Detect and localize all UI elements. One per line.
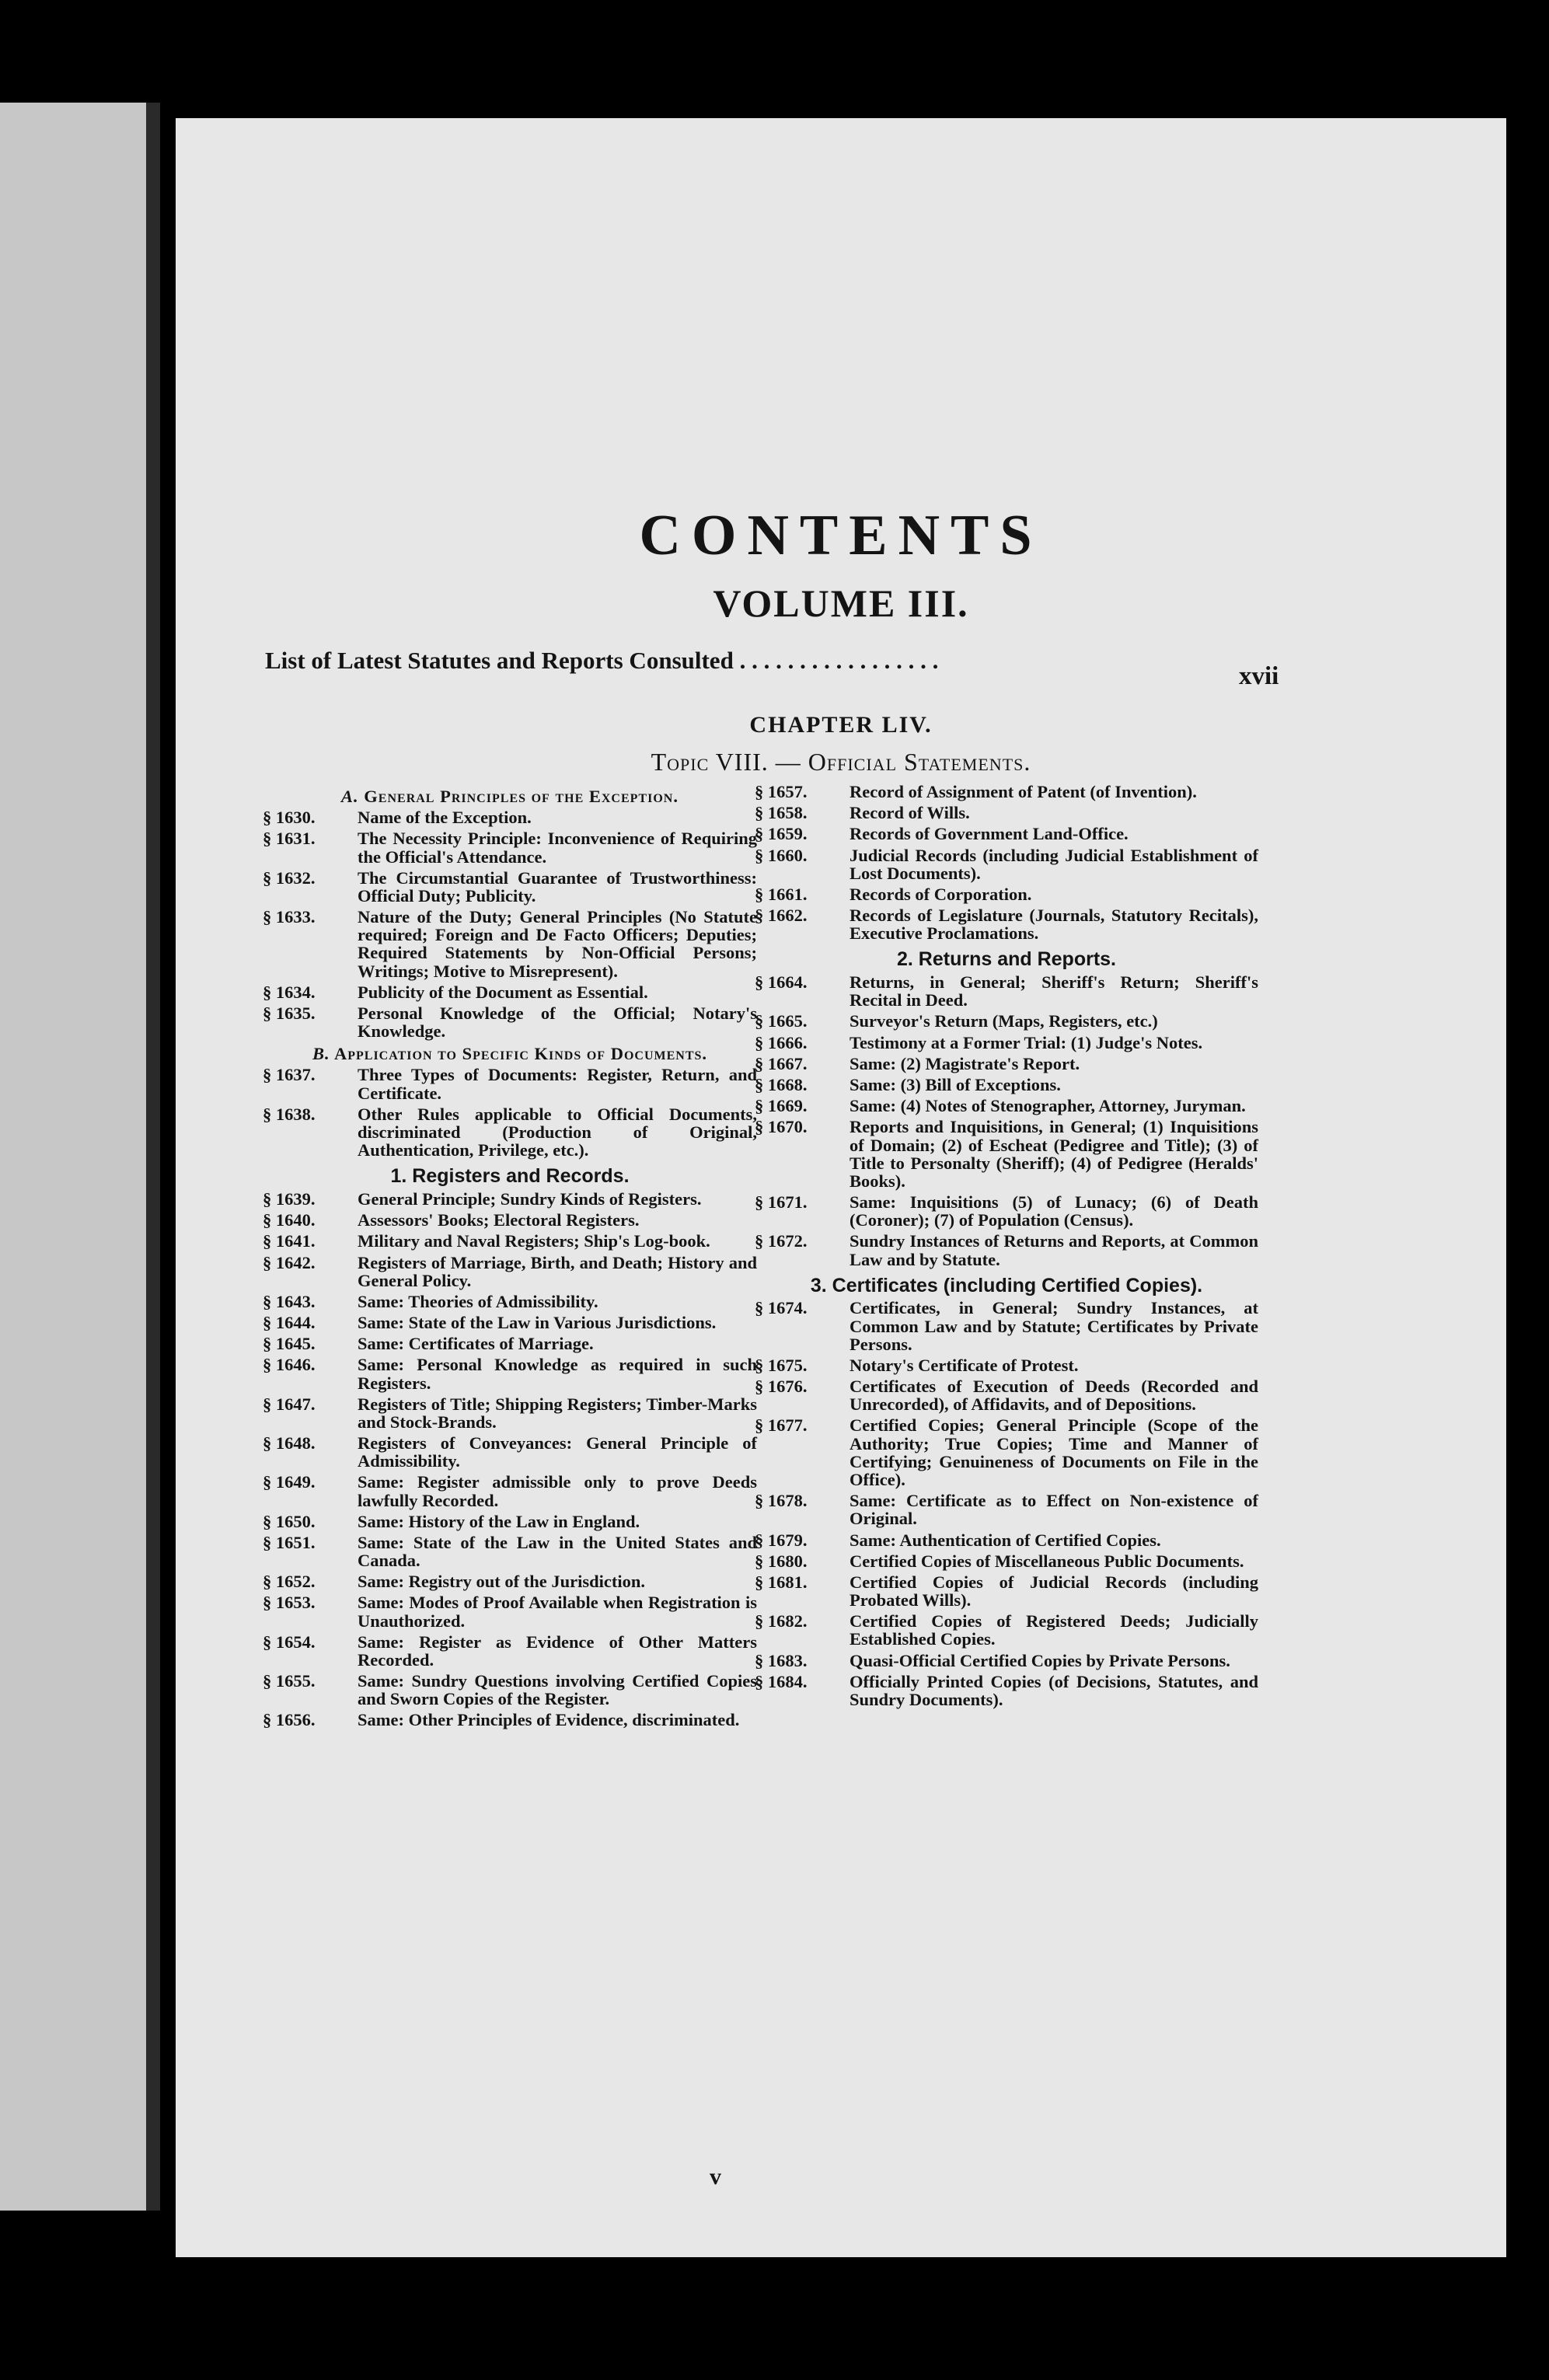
right-column [755,783,1258,1712]
section-number: § 1640. [263,1210,316,1230]
entry-title: Same: Theories of Admissibility. [358,1291,598,1311]
entry-title: Officially Printed Copies (of Decisions, Statutes, and Sundry Documents). [850,1671,1258,1709]
section-number: § 1643. [263,1291,316,1311]
entry-title: Same: Register as Evidence of Other Matters Recorded. [358,1631,757,1670]
toc-entry [263,1190,757,1208]
toc-entry [755,1673,1258,1708]
section-number: § 1648. [263,1433,316,1453]
section-number: § 1668. [755,1074,808,1094]
toc-entry [755,846,1258,882]
entry-title: Name of the Exception. [358,808,532,828]
entry-title: Notary's Certificate of Protest. [850,1355,1079,1375]
entries-b [263,1066,757,1159]
section-number: § 1677. [755,1415,808,1436]
entry-title: Same: Registry out of the Jurisdiction. [358,1572,645,1592]
entry-title: Three Types of Documents: Register, Return, and Certificate. [358,1065,757,1103]
section-number: § 1652. [263,1572,316,1592]
latest-statutes-label: List of Latest Statutes and Reports Consulted [265,647,734,674]
section-number: § 1655. [263,1671,316,1691]
section-number: § 1631. [263,829,316,849]
entry-title: Records of Legislature (Journals, Statutory Recitals), Executive Proclamations. [850,906,1258,944]
section-number: § 1642. [263,1252,316,1272]
entries-certificates [755,1299,1258,1708]
entry-title: Same: History of the Law in England. [358,1511,640,1531]
section-number: § 1641. [263,1231,316,1251]
section-number: § 1645. [263,1334,316,1354]
toc-entry [263,1672,757,1708]
section-number: § 1674. [755,1298,808,1318]
section-b-heading: B. Application to Specific Kinds of Documents. [312,1044,708,1064]
toc-entry [263,1004,757,1040]
toc-entry [755,1552,1258,1570]
entry-title: Certified Copies; General Principle (Scope of the Authority; True Copies; Time and Manner of Certifying; Genuineness of Documents on File in the Office). [850,1415,1258,1489]
facing-page-edge [0,103,146,2211]
entries-registers [263,1190,757,1729]
toc-entry [263,1711,757,1729]
section-number: § 1681. [755,1572,808,1592]
entry-title: Registers of Title; Shipping Registers; Timber-Marks and Stock-Brands. [358,1394,757,1432]
section-number: § 1646. [263,1355,316,1375]
entry-title: Same: Inquisitions (5) of Lunacy; (6) of Death (Coroner); (7) of Population (Census). [850,1192,1258,1230]
latest-statutes-page: xvii [1239,662,1279,690]
section-number: § 1680. [755,1551,808,1571]
entry-title: Certificates of Execution of Deeds (Recorded and Unrecorded), of Affidavits, and of Depositions. [850,1377,1258,1415]
section-number: § 1644. [263,1313,316,1333]
entry-title: Same: Authentication of Certified Copies. [850,1530,1161,1550]
section-number: § 1675. [755,1355,808,1375]
entry-title: Publicity of the Document as Essential. [358,982,648,1002]
section-number: § 1649. [263,1472,316,1492]
toc-entry [263,1232,757,1250]
toc-entry [263,1211,757,1229]
entry-title: Surveyor's Return (Maps, Registers, etc.) [850,1011,1158,1031]
entry-title: Reports and Inquisitions, in General; (1) Inquisitions of Domain; (2) of Escheat (Pedigree and Title); (3) of Title to Personalty (Sheriff); (4) of Pedigree (Heralds' Books). [850,1117,1258,1191]
toc-entry [263,983,757,1001]
toc-entry [263,1633,757,1669]
section-number: § 1669. [755,1096,808,1116]
toc-entry [263,1572,757,1590]
toc-entry [263,829,757,865]
toc-entry [755,1416,1258,1488]
section-number: § 1633. [263,907,316,927]
subheading-certificates: 3. Certificates (including Certified Copies). [810,1274,1203,1296]
volume-heading: VOLUME III. [713,581,969,625]
entry-title: Same: Certificate as to Effect on Non-existence of Original. [850,1491,1258,1529]
entries-a [263,808,757,1040]
toc-entry [755,1193,1258,1229]
entry-title: Same: Modes of Proof Available when Registration is Unauthorized. [358,1593,757,1631]
toc-entry [263,1105,757,1160]
entry-title: Records of Corporation. [850,884,1032,904]
section-number: § 1676. [755,1377,808,1397]
entry-title: The Necessity Principle: Inconvenience of Requiring the Official's Attendance. [358,829,757,867]
leader-dots: . . . . . . . . . . . . . . . . . [733,647,939,674]
toc-entry [263,1335,757,1352]
entry-title: The Circumstantial Guarantee of Trustworthiness: Official Duty; Publicity. [358,867,757,906]
section-number: § 1671. [755,1192,808,1213]
entries-returns [755,973,1258,1269]
entry-title: Same: State of the Law in the United States and Canada. [358,1532,757,1571]
toc-entry [263,1395,757,1431]
page-title: CONTENTS [639,504,1043,567]
entry-title: Sundry Instances of Returns and Reports, at Common Law and by Statute. [850,1231,1258,1269]
section-number: § 1661. [755,884,808,904]
section-number: § 1679. [755,1530,808,1550]
topic-heading: Topic VIII. — Official Statements. [651,748,1031,776]
toc-entry [755,1531,1258,1549]
subheading-registers: 1. Registers and Records. [390,1165,630,1188]
toc-entry [263,1593,757,1629]
section-number: § 1670. [755,1117,808,1137]
section-number: § 1659. [755,824,808,844]
page-gutter [146,103,160,2211]
entry-title: Registers of Marriage, Birth, and Death; History and General Policy. [358,1252,757,1290]
toc-entry [263,1513,757,1530]
entry-title: Same: State of the Law in Various Jurisdictions. [358,1313,717,1333]
toc-entry [263,1356,757,1391]
entry-title: Military and Naval Registers; Ship's Log-book. [358,1231,710,1251]
entry-title: Same: (3) Bill of Exceptions. [850,1074,1061,1094]
entry-title: Nature of the Duty; General Principles (No Statute required; Foreign and De Facto Officers; Deputies; Required Statements by Non-Official Persons; Writings; Motive to Misrepresent). [358,907,757,981]
toc-entry [263,1534,757,1569]
section-number: § 1667. [755,1053,808,1073]
toc-entry [755,825,1258,843]
section-number: § 1682. [755,1611,808,1631]
section-number: § 1638. [263,1104,316,1124]
contents-page [176,118,1506,2257]
entry-title: Assessors' Books; Electoral Registers. [358,1210,640,1230]
entry-title: General Principle; Sundry Kinds of Registers. [358,1189,702,1209]
page-number: v [710,2164,721,2190]
subheading-returns: 2. Returns and Reports. [897,948,1116,971]
toc-entry [263,1473,757,1509]
section-number: § 1657. [755,782,808,801]
toc-entry [263,1254,757,1289]
entry-title: Certified Copies of Judicial Records (including Probated Wills). [850,1572,1258,1611]
toc-entry [755,1097,1258,1115]
section-number: § 1684. [755,1671,808,1691]
toc-entry [755,783,1258,801]
chapter-heading: CHAPTER LIV. [749,712,933,738]
section-number: § 1630. [263,808,316,828]
toc-entry [263,1434,757,1470]
entry-title: Records of Government Land-Office. [850,824,1129,844]
toc-entry [755,885,1258,903]
section-number: § 1656. [263,1710,316,1730]
section-number: § 1665. [755,1011,808,1031]
entry-title: Judicial Records (including Judicial Establishment of Lost Documents). [850,845,1258,883]
toc-entry [755,1356,1258,1374]
left-column [263,783,757,1733]
section-number: § 1637. [263,1065,316,1085]
entry-title: Certificates, in General; Sundry Instances, at Common Law and by Statute; Certificates by Private Persons. [850,1298,1258,1354]
toc-entry [755,1377,1258,1413]
section-number: § 1660. [755,845,808,865]
toc-entry [755,804,1258,822]
toc-entry [755,1652,1258,1670]
section-a-heading: A. General Principles of the Exception. [341,787,679,806]
section-number: § 1635. [263,1003,316,1023]
entry-title: Same: Personal Knowledge as required in such Registers. [358,1355,757,1393]
toc-entry [755,973,1258,1009]
section-number: § 1639. [263,1189,316,1209]
section-number: § 1678. [755,1491,808,1511]
section-number: § 1658. [755,803,808,823]
toc-entry [263,1066,757,1101]
entry-title: Other Rules applicable to Official Documents, discriminated (Production of Original, Authentication, Privilege, etc.). [358,1104,757,1160]
section-number: § 1632. [263,867,316,888]
entry-title: Same: (2) Magistrate's Report. [850,1053,1080,1073]
toc-entry [755,906,1258,942]
toc-entry [263,1314,757,1331]
toc-entry [263,1293,757,1310]
section-number: § 1662. [755,906,808,926]
section-number: § 1672. [755,1231,808,1251]
section-number: § 1654. [263,1631,316,1652]
entry-title: Certified Copies of Miscellaneous Public Documents. [850,1551,1244,1571]
toc-entry [755,1492,1258,1527]
section-number: § 1647. [263,1394,316,1414]
section-number: § 1683. [755,1650,808,1670]
entry-title: Same: Other Principles of Evidence, discriminated. [358,1710,740,1730]
toc-entry [755,1055,1258,1073]
entries-records [755,783,1258,942]
entry-title: Testimony at a Former Trial: (1) Judge's Notes. [850,1032,1203,1052]
toc-entry [263,869,757,905]
entry-title: Same: Register admissible only to prove Deeds lawfully Recorded. [358,1472,757,1510]
toc-entry [263,808,757,826]
section-number: § 1664. [755,972,808,993]
section-number: § 1666. [755,1032,808,1052]
entry-title: Returns, in General; Sheriff's Return; Sheriff's Recital in Deed. [850,972,1258,1010]
toc-entry [755,1299,1258,1353]
entry-title: Same: Certificates of Marriage. [358,1334,594,1354]
section-number: § 1653. [263,1593,316,1613]
entry-title: Certified Copies of Registered Deeds; Judicially Established Copies. [850,1611,1258,1649]
toc-entry [263,908,757,980]
entry-title: Personal Knowledge of the Official; Notary's Knowledge. [358,1003,757,1042]
toc-entry [755,1612,1258,1648]
toc-entry [755,1573,1258,1609]
section-number: § 1651. [263,1532,316,1552]
toc-entry [755,1012,1258,1030]
latest-statutes-line [265,647,1369,675]
toc-entry [755,1232,1258,1268]
toc-entry [755,1118,1258,1190]
entry-title: Quasi-Official Certified Copies by Private Persons. [850,1650,1230,1670]
entry-title: Same: (4) Notes of Stenographer, Attorney, Juryman. [850,1096,1246,1116]
section-number: § 1650. [263,1511,316,1531]
entry-title: Same: Sundry Questions involving Certified Copies and Sworn Copies of the Register. [358,1671,757,1709]
section-number: § 1634. [263,982,316,1002]
entry-title: Registers of Conveyances: General Principle of Admissibility. [358,1433,757,1471]
entry-title: Record of Assignment of Patent (of Invention). [850,782,1197,801]
toc-entry [755,1076,1258,1094]
toc-entry [755,1034,1258,1052]
entry-title: Record of Wills. [850,803,970,823]
